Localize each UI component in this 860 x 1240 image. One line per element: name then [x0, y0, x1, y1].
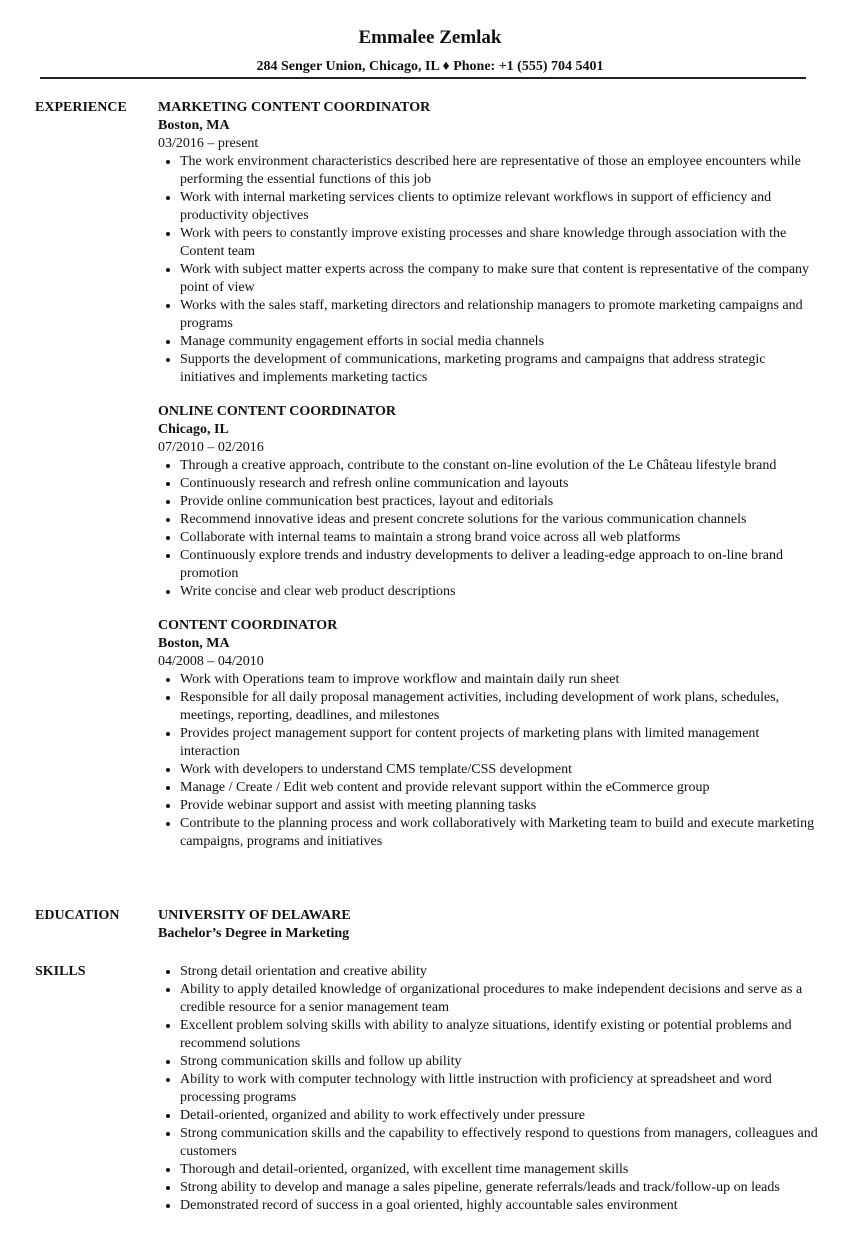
job-location: Boston, MA [158, 636, 230, 651]
job-title: ONLINE CONTENT COORDINATOR [158, 404, 397, 419]
responsibility-item: • Provide online communication best practices, layout and editorials [180, 493, 818, 511]
skills-body [158, 963, 818, 1215]
skill-item: • Strong ability to develop and manage a sales pipeline, generate referrals/leads and track/follow-up on leads [180, 1179, 818, 1197]
job-title: CONTENT COORDINATOR [158, 618, 338, 633]
responsibility-item: • Supports the development of communications, marketing programs and campaigns that address strategic initiatives and implements marketing tactics [180, 351, 818, 387]
job-dates: 07/2010 – 02/2016 [158, 440, 264, 455]
responsibility-item: • Works with the sales staff, marketing directors and relationship managers to promote marketing campaigns and programs [180, 297, 818, 333]
skill-item: • Thorough and detail-oriented, organized, with excellent time management skills [180, 1161, 818, 1179]
job-entry [158, 99, 818, 387]
responsibility-item: • Contribute to the planning process and work collaboratively with Marketing team to build and execute marketing campaigns, programs and initiatives [180, 815, 818, 851]
education-body [158, 907, 818, 943]
job-location: Boston, MA [158, 118, 230, 133]
skill-item: • Ability to work with computer technology with little instruction with proficiency at spreadsheet and word processing programs [180, 1071, 818, 1107]
skills-heading: SKILLS [35, 964, 86, 979]
job-responsibilities [158, 457, 818, 601]
contact-line: 284 Senger Union, Chicago, IL ♦ Phone: +1 (555) 704 5401 [256, 59, 604, 74]
responsibility-item: • Through a creative approach, contribute to the constant on-line evolution of the Le Château lifestyle brand [180, 457, 818, 475]
experience-heading: EXPERIENCE [35, 100, 127, 115]
responsibility-item: • Manage community engagement efforts in social media channels [180, 333, 818, 351]
job-responsibilities [158, 153, 818, 387]
skill-item: • Demonstrated record of success in a goal oriented, highly accountable sales environment [180, 1197, 818, 1215]
responsibility-item: • Work with peers to constantly improve existing processes and share knowledge through association with the Content team [180, 225, 818, 261]
job-responsibilities [158, 671, 818, 851]
responsibility-item: • Work with internal marketing services clients to optimize relevant workflows in support of efficiency and productivity objectives [180, 189, 818, 225]
skill-item: • Strong detail orientation and creative ability [180, 963, 818, 981]
skill-item: • Ability to apply detailed knowledge of organizational procedures to make independent decisions and serve as a credible resource for a senior management team [180, 981, 818, 1017]
school-name: UNIVERSITY OF DELAWARE [158, 908, 351, 923]
responsibility-item: • Responsible for all daily proposal management activities, including development of work plans, schedules, meetings, reporting, deadlines, and milestones [180, 689, 818, 725]
skill-item: • Detail-oriented, organized and ability to work effectively under pressure [180, 1107, 818, 1125]
job-location: Chicago, IL [158, 422, 229, 437]
responsibility-item: • Continuously explore trends and industry developments to deliver a leading-edge approach to on-line brand promotion [180, 547, 818, 583]
responsibility-item: • Collaborate with internal teams to maintain a strong brand voice across all web platforms [180, 529, 818, 547]
responsibility-item: • Provides project management support for content projects of marketing plans with limited management interaction [180, 725, 818, 761]
candidate-name: Emmalee Zemlak [358, 27, 502, 48]
job-dates: 03/2016 – present [158, 136, 259, 151]
skills-list [158, 963, 818, 1215]
job-dates: 04/2008 – 04/2010 [158, 654, 264, 669]
degree: Bachelor’s Degree in Marketing [158, 926, 350, 941]
job-title: MARKETING CONTENT COORDINATOR [158, 100, 431, 115]
experience-jobs [158, 99, 818, 867]
responsibility-item: • Work with subject matter experts across the company to make sure that content is representative of the company point of view [180, 261, 818, 297]
responsibility-item: • Manage / Create / Edit web content and provide relevant support within the eCommerce group [180, 779, 818, 797]
responsibility-item: • Recommend innovative ideas and present concrete solutions for the various communication channels [180, 511, 818, 529]
responsibility-item: • The work environment characteristics described here are representative of those an employee encounters while performing the essential functions of this job [180, 153, 818, 189]
header-divider [40, 77, 806, 79]
responsibility-item: • Work with developers to understand CMS template/CSS development [180, 761, 818, 779]
responsibility-item: • Continuously research and refresh online communication and layouts [180, 475, 818, 493]
responsibility-item: • Work with Operations team to improve workflow and maintain daily run sheet [180, 671, 818, 689]
skill-item: • Strong communication skills and follow up ability [180, 1053, 818, 1071]
job-entry [158, 617, 818, 851]
responsibility-item: • Provide webinar support and assist with meeting planning tasks [180, 797, 818, 815]
skill-item: • Excellent problem solving skills with ability to analyze situations, identify existing or potential problems and recommend solutions [180, 1017, 818, 1053]
job-entry [158, 403, 818, 601]
education-heading: EDUCATION [35, 908, 120, 923]
responsibility-item: • Write concise and clear web product descriptions [180, 583, 818, 601]
skill-item: • Strong communication skills and the capability to effectively respond to questions from managers, colleagues and customers [180, 1125, 818, 1161]
